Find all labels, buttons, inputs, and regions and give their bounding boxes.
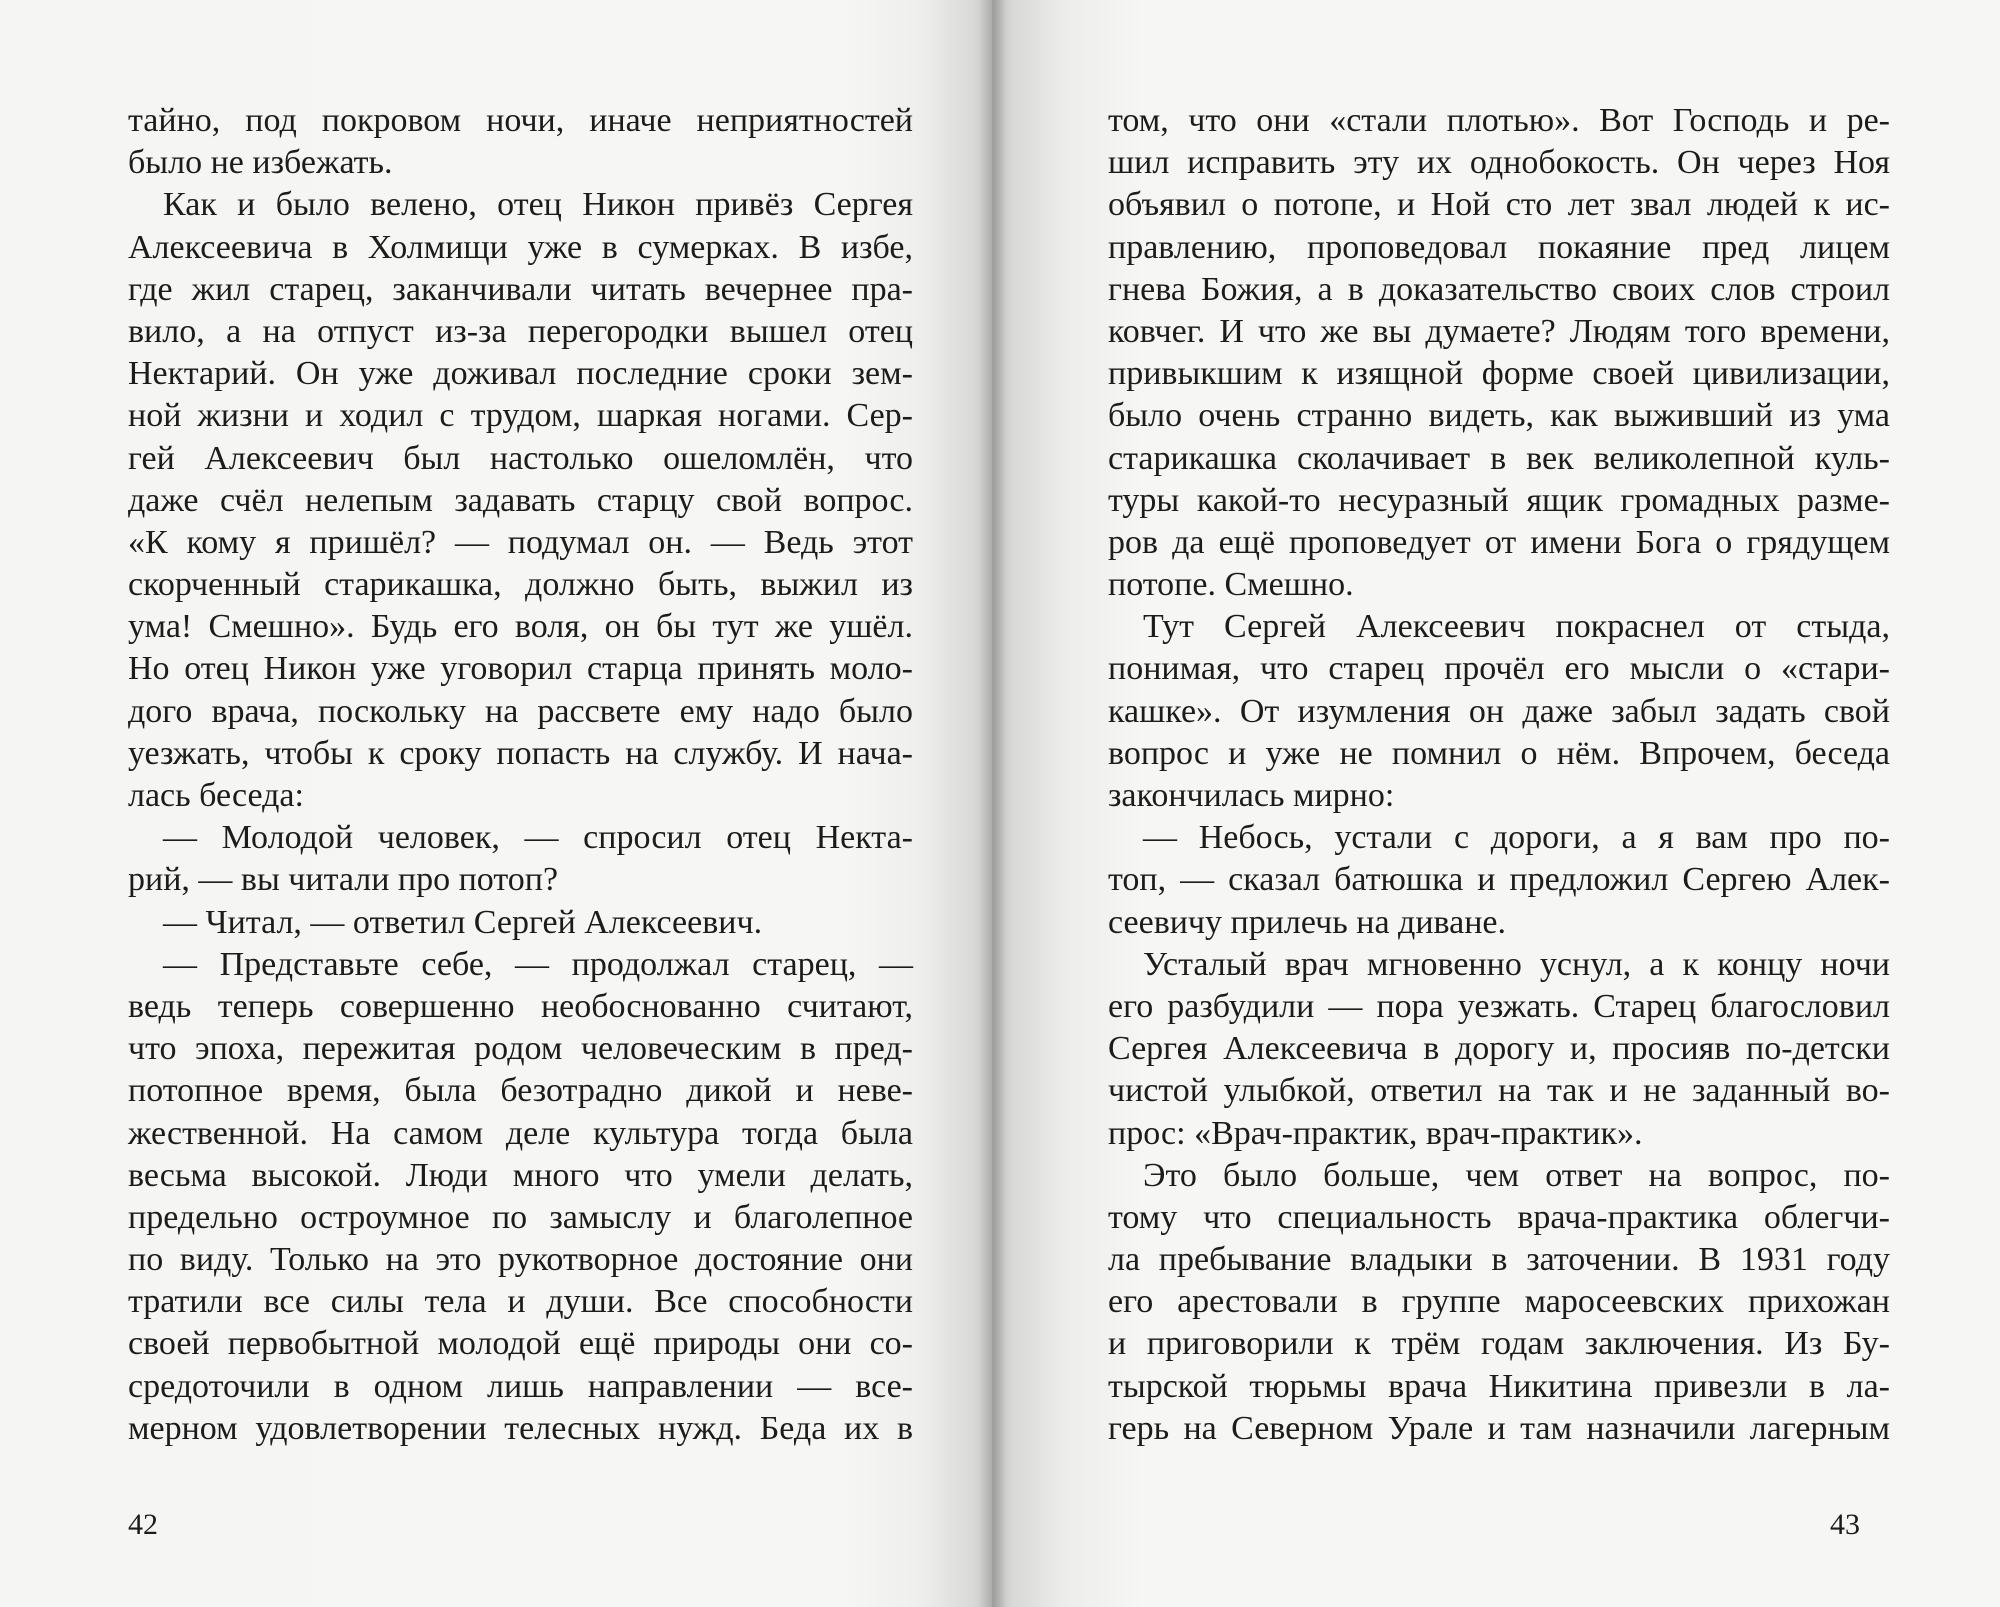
- text-line: Как и было велено, отец Никон привёз Сергея: [163, 186, 913, 224]
- text-line: средоточили в одном лишь направлении — все-: [128, 1367, 913, 1405]
- text-line: лась беседа:: [128, 777, 304, 814]
- text-line: том, что они «стали плотью». Вот Господь и ре-: [1108, 102, 1890, 139]
- text-line: тратили все силы тела и души. Все способности: [128, 1283, 913, 1321]
- text-line: даже счёл нелепым задавать старцу свой вопрос.: [128, 481, 913, 519]
- text-line: рий, — вы читали про потоп?: [128, 861, 559, 899]
- text-line: гей Алексеевич был настолько ошеломлён, что: [128, 439, 913, 477]
- text-line: кашке». От изумления он даже забыл задать свой: [1108, 692, 1890, 730]
- page-number: 42: [128, 1508, 158, 1541]
- text-line: объявил о потопе, и Ной сто лет звал людей к ис-: [1108, 186, 1890, 224]
- text-line: мерном удовлетворении телесных нужд. Беда их в: [128, 1409, 913, 1447]
- text-line: ла пребывание владыки в заточении. В 1931 году: [1108, 1241, 1890, 1279]
- text-line: туры какой-то несуразный ящик громадных разме-: [1108, 481, 1890, 519]
- right-page: [992, 0, 2000, 1607]
- text-line: что эпоха, пережитая родом человеческим в пред-: [128, 1030, 913, 1068]
- text-line: прос: «Врач-практик, врач-практик».: [1108, 1114, 1643, 1152]
- right-page-text: [1108, 100, 1890, 1450]
- text-line: привыкшим к изящной форме своей цивилизации,: [1108, 355, 1890, 393]
- text-line: Это было больше, чем ответ на вопрос, по-: [1143, 1156, 1890, 1194]
- text-line: понимая, что старец прочёл его мысли о «стари-: [1108, 650, 1890, 688]
- text-line: правлению, проповедовал покаяние пред лицем: [1108, 228, 1890, 266]
- text-line: — Представьте себе, — продолжал старец, —: [163, 945, 913, 983]
- text-line: его разбудили — пора уезжать. Старец благословил: [1108, 987, 1890, 1025]
- text-line: сеевичу прилечь на диване.: [1108, 903, 1507, 941]
- text-line: шил исправить эту их однобокость. Он через Ноя: [1108, 144, 1890, 182]
- text-line: ума! Смешно». Будь его воля, он бы тут же ушёл.: [128, 608, 913, 646]
- page-number: 43: [1830, 1508, 1860, 1541]
- text-line: Сергея Алексеевича в дорогу и, просияв по-детски: [1108, 1030, 1890, 1068]
- text-line: ров да ещё проповедует от имени Бога о грядущем: [1108, 523, 1890, 561]
- text-line: ведь теперь совершенно необоснованно считают,: [128, 987, 913, 1025]
- text-line: было не избежать.: [128, 144, 393, 182]
- text-line: Усталый врач мгновенно уснул, а к концу ночи: [1143, 945, 1890, 983]
- text-line: было очень странно видеть, как выживший из ума: [1108, 397, 1890, 435]
- text-line: герь на Северном Урале и там назначили лагерным: [1108, 1409, 1890, 1447]
- left-page-text: [128, 100, 913, 1450]
- text-line: ной жизни и ходил с трудом, шаркая ногами. Сер-: [128, 397, 913, 435]
- text-line: закончилась мирно:: [1108, 777, 1395, 814]
- text-line: его арестовали в группе маросеевских прихожан: [1108, 1283, 1890, 1321]
- text-line: скорченный старикашка, должно быть, выжил из: [128, 566, 913, 604]
- text-line: и приговорили к трём годам заключения. Из Бу-: [1108, 1325, 1890, 1363]
- text-line: жественной. На самом деле культура тогда была: [128, 1114, 913, 1152]
- text-line: Алексеевича в Холмищи уже в сумерках. В избе,: [128, 228, 913, 266]
- text-line: предельно остроумное по замыслу и благолепное: [128, 1198, 913, 1236]
- text-line: тайно, под покровом ночи, иначе неприятностей: [128, 102, 913, 139]
- text-line: где жил старец, заканчивали читать вечернее пра-: [128, 270, 913, 308]
- text-line: потопе. Смешно.: [1108, 566, 1354, 604]
- text-line: Нектарий. Он уже доживал последние сроки зем-: [128, 355, 913, 393]
- text-line: старикашка сколачивает в век великолепной куль-: [1108, 439, 1890, 477]
- left-page: [0, 0, 992, 1607]
- text-line: Но отец Никон уже уговорил старца принять моло-: [128, 650, 913, 688]
- text-line: потопное время, была безотрадно дикой и неве-: [128, 1072, 913, 1110]
- text-line: тому что специальность врача-практика облегчи-: [1108, 1198, 1890, 1236]
- text-line: Тут Сергей Алексеевич покраснел от стыда,: [1143, 608, 1890, 646]
- text-line: тырской тюрьмы врача Никитина привезли в ла-: [1108, 1367, 1890, 1405]
- text-line: весьма высокой. Люди много что умели делать,: [128, 1156, 913, 1194]
- text-line: уезжать, чтобы к сроку попасть на службу. И нача-: [128, 734, 913, 772]
- text-line: — Небось, устали с дороги, а я вам про по-: [1143, 819, 1890, 857]
- text-line: топ, — сказал батюшка и предложил Сергею Алек-: [1108, 861, 1890, 899]
- text-line: «К кому я пришёл? — подумал он. — Ведь этот: [128, 523, 913, 561]
- text-line: вило, а на отпуст из-за перегородки вышел отец: [128, 312, 913, 350]
- text-line: своей первобытной молодой ещё природы они со-: [128, 1325, 913, 1363]
- text-line: по виду. Только на это рукотворное достояние они: [128, 1241, 913, 1279]
- text-line: — Молодой человек, — спросил отец Некта-: [163, 819, 913, 857]
- text-line: вопрос и уже не помнил о нём. Впрочем, беседа: [1108, 734, 1890, 772]
- text-line: — Читал, — ответил Сергей Алексеевич.: [163, 903, 763, 941]
- book-gutter: [978, 0, 1006, 1607]
- text-line: ковчег. И что же вы думаете? Людям того времени,: [1108, 312, 1890, 350]
- text-line: гнева Божия, а в доказательство своих слов строил: [1108, 270, 1890, 308]
- text-line: дого врача, поскольку на рассвете ему надо было: [128, 692, 913, 730]
- text-line: чистой улыбкой, ответил на так и не заданный во-: [1108, 1072, 1890, 1110]
